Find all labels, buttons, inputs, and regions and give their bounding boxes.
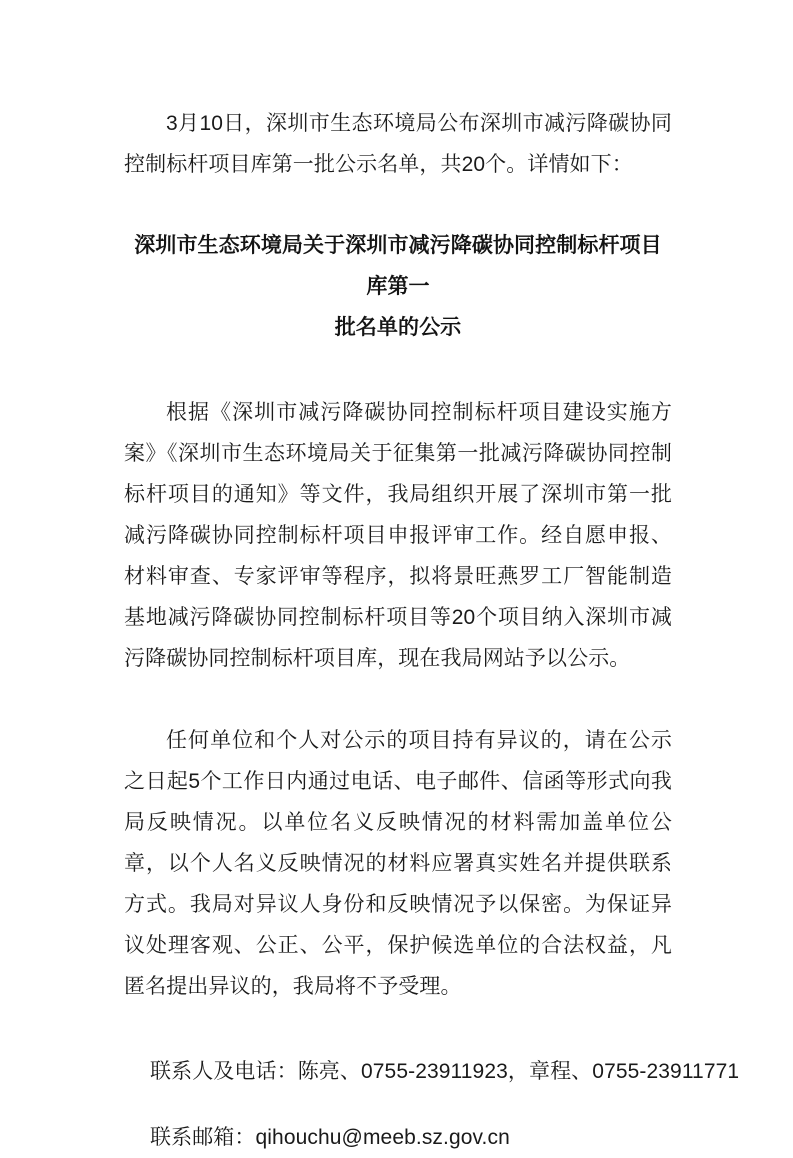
document-content (124, 0, 740, 1158)
contact-email-line: 联系邮箱：qihouchu@meeb.sz.gov.cn (150, 1126, 510, 1149)
contact-phone-line: 联系人及电话：陈亮、0755-23911923，章程、0755-23911771 (150, 1060, 740, 1083)
document-title (124, 225, 672, 348)
lead-paragraph: 3月10日，深圳市生态环境局公布深圳市减污降碳协同控制标杆项目库第一批公示名单，共20个。详情如下： (124, 112, 672, 176)
document-title-line-1: 深圳市生态环境局关于深圳市减污降碳协同控制标杆项目库第一 (134, 234, 662, 298)
body-paragraph-2: 任何单位和个人对公示的项目持有异议的，请在公示之日起5个工作日内通过电话、电子邮件、信函等形式向我局反映情况。以单位名义反映情况的材料需加盖单位公章，以个人名义反映情况的材料应署真实姓名并提供联系方式。我局对异议人身份和反映情况予以保密。为保证异议处理客观、公正、公平，保护候选单位的合法权益，凡匿名提出异议的，我局将不予受理。 (124, 729, 672, 998)
body-paragraph-1: 根据《深圳市减污降碳协同控制标杆项目建设实施方案》《深圳市生态环境局关于征集第一批减污降碳协同控制标杆项目的通知》等文件，我局组织开展了深圳市第一批减污降碳协同控制标杆项目申报评审工作。经自愿申报、材料审查、专家评审等程序，拟将景旺燕罗工厂智能制造基地减污降碳协同控制标杆项目等20个项目纳入深圳市减污降碳协同控制标杆项目库，现在我局网站予以公示。 (124, 401, 672, 670)
document-title-line-2: 批名单的公示 (334, 316, 462, 339)
